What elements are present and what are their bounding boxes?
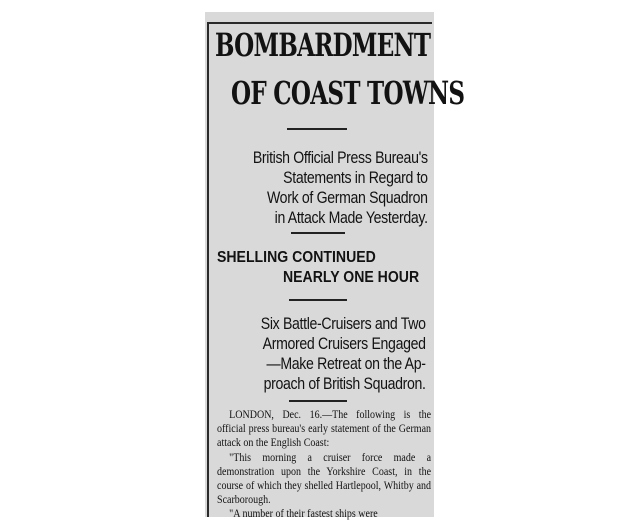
deck-one-line: British Official Press Bureau's (253, 148, 428, 167)
deck-two (261, 314, 426, 394)
body-paragraph: "This morning a cruiser force made a demonstration upon the Yorkshire Coast, in the course of which they shelled Hartlepool, Whitby and Scarborough. (217, 451, 432, 507)
deck-one (253, 148, 428, 228)
divider-rule (287, 128, 347, 130)
divider-rule (291, 232, 345, 234)
column-rule-top (207, 22, 432, 24)
deck-one-line: Work of German Squadron (267, 188, 428, 207)
deck-one-line: Statements in Regard to (283, 168, 428, 187)
deck-two-line: proach of British Squadron. (263, 374, 426, 393)
body-paragraph: "A number of their fastest ships were (229, 508, 378, 521)
subhead-line-1: SHELLING CONTINUED (217, 249, 376, 266)
column-rule-left (207, 22, 209, 517)
deck-two-line: —Make Retreat on the Ap- (266, 354, 426, 373)
deck-one-line: in Attack Made Yesterday. (274, 208, 428, 227)
divider-rule (289, 400, 347, 402)
headline-line-2: OF COAST TOWNS (231, 74, 465, 112)
deck-two-line: Armored Cruisers Engaged (262, 334, 426, 353)
divider-rule (289, 299, 347, 301)
article-body (217, 408, 431, 522)
newspaper-clipping (205, 12, 465, 521)
headline-line-1: BOMBARDMENT (215, 26, 431, 64)
body-paragraph: LONDON, Dec. 16.—The following is the official press bureau's early statement of the German attack on the English Coast: (217, 409, 432, 450)
subhead-line-2: NEARLY ONE HOUR (283, 269, 420, 286)
deck-two-line: Six Battle-Cruisers and Two (261, 314, 426, 333)
